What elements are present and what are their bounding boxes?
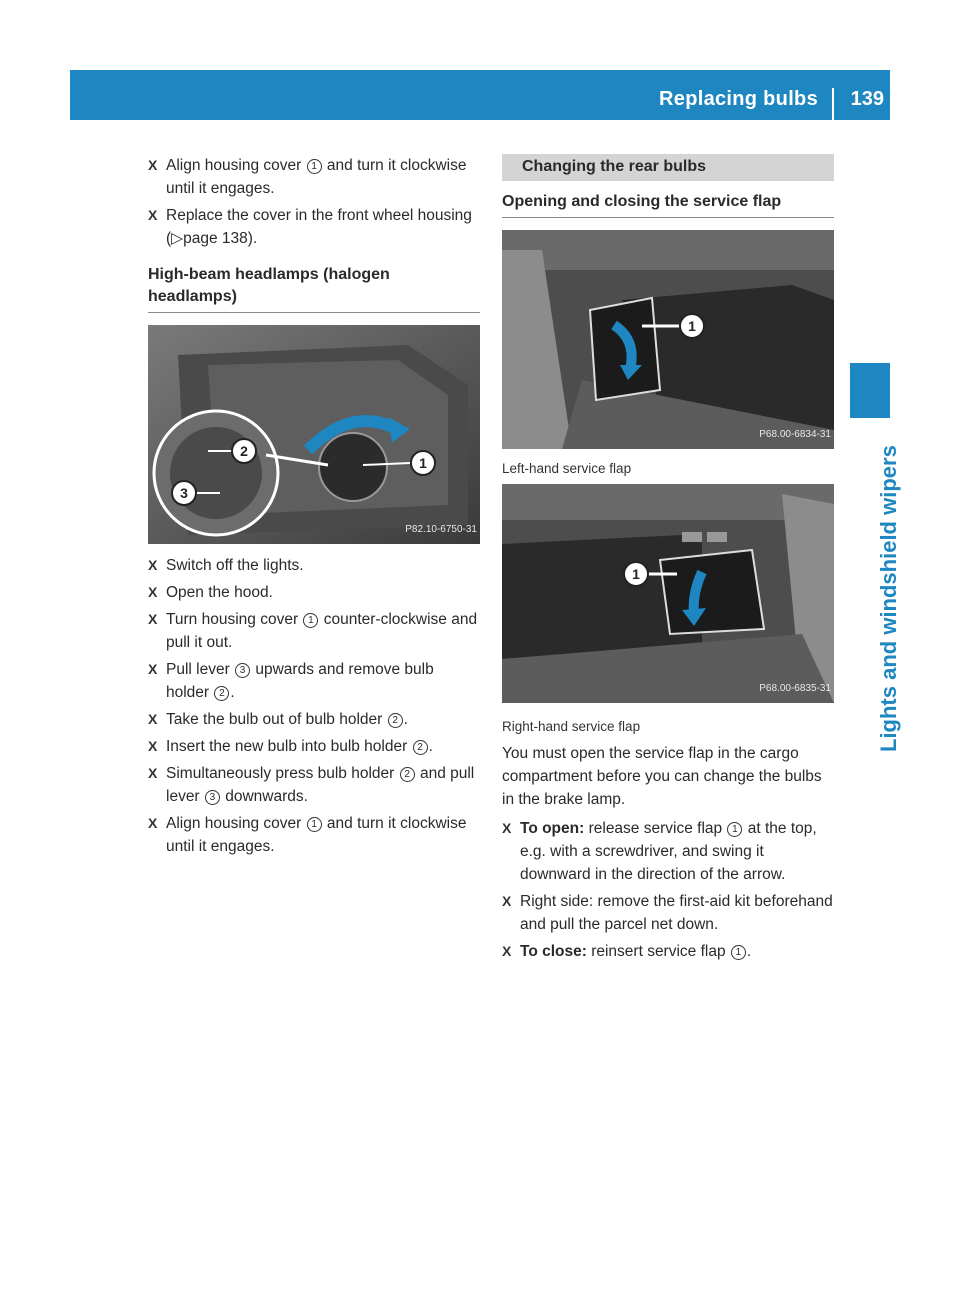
right-column xyxy=(502,154,834,967)
header-divider xyxy=(832,88,834,120)
callout-1: 1 xyxy=(632,566,640,582)
step-marker-icon: X xyxy=(502,943,512,959)
header-bar xyxy=(70,70,890,120)
callout-ref: 2 xyxy=(214,686,229,701)
instruction-step: X Insert the new bulb into bulb holder 2 . xyxy=(148,735,480,758)
callout-2: 2 xyxy=(240,443,248,459)
right-service-flap-figure xyxy=(502,484,834,703)
figure-caption: Left-hand service flap xyxy=(502,461,632,476)
left-service-flap-figure xyxy=(502,230,834,449)
callout-1: 1 xyxy=(419,455,427,471)
step-marker-icon: X xyxy=(148,557,158,573)
chapter-label xyxy=(840,430,900,760)
callout-ref: 2 xyxy=(413,740,428,755)
headlamp-figure xyxy=(148,325,480,544)
instruction-step: X Switch off the lights. xyxy=(148,554,480,577)
callout-ref: 1 xyxy=(303,613,318,628)
callout-ref: 3 xyxy=(235,663,250,678)
step-lead: To open: xyxy=(520,820,585,837)
callout-ref: 1 xyxy=(307,817,322,832)
section-band-heading: Changing the rear bulbs xyxy=(502,154,834,181)
callout-1: 1 xyxy=(688,318,696,334)
step-marker-icon: X xyxy=(148,584,158,600)
instruction-step: X Align housing cover 1 and turn it clockwise until it engages. xyxy=(148,812,480,858)
step-marker-icon: X xyxy=(502,820,512,836)
page-ref-link[interactable]: page 138). xyxy=(183,230,258,247)
instruction-step: X Take the bulb out of bulb holder 2 . xyxy=(148,708,480,731)
step-marker-icon: X xyxy=(148,815,158,831)
page-number: 139 xyxy=(850,88,884,110)
step-marker-icon: X xyxy=(148,711,158,727)
left-flap-illustration xyxy=(502,230,834,449)
instruction-step: X To close: reinsert service flap 1 . xyxy=(502,940,834,963)
left-column xyxy=(148,154,480,862)
page-ref-icon: ▷ xyxy=(171,230,184,247)
instruction-step: X Right side: remove the first-aid kit beforehand and pull the parcel net down. xyxy=(502,890,834,936)
step-marker-icon: X xyxy=(148,765,158,781)
subsection-heading: Opening and closing the service flap xyxy=(502,191,834,218)
right-flap-illustration xyxy=(502,484,834,703)
step-marker-icon: X xyxy=(148,207,158,223)
figure-code: P82.10-6750-31 xyxy=(405,524,477,535)
callout-ref: 2 xyxy=(400,767,415,782)
callout-ref: 1 xyxy=(307,159,322,174)
step-marker-icon: X xyxy=(148,738,158,754)
chapter-tab xyxy=(850,363,890,418)
callout-ref: 1 xyxy=(727,822,742,837)
instruction-step: X To open: release service flap 1 at the top, e.g. with a screwdriver, and swing it downward in the direction of the arrow. xyxy=(502,817,834,886)
figure-caption: Right-hand service flap xyxy=(502,719,641,734)
step-lead: To close: xyxy=(520,943,587,960)
callout-ref: 2 xyxy=(388,713,403,728)
figure-code: P68.00-6835-31 xyxy=(759,683,831,694)
callout-ref: 3 xyxy=(205,790,220,805)
section-title: Replacing bulbs xyxy=(659,88,818,110)
intro-paragraph: You must open the service flap in the cargo compartment before you can change the bulbs in the brake lamp. xyxy=(502,745,822,808)
step-marker-icon: X xyxy=(148,661,158,677)
instruction-step: X Replace the cover in the front wheel housing (▷page 138). xyxy=(148,204,480,250)
instruction-step: X Open the hood. xyxy=(148,581,480,604)
step-marker-icon: X xyxy=(502,893,512,909)
instruction-step: X Pull lever 3 upwards and remove bulb holder 2 . xyxy=(148,658,480,704)
figure-code: P68.00-6834-31 xyxy=(759,429,831,440)
instruction-step: X Simultaneously press bulb holder 2 and pull lever 3 downwards. xyxy=(148,762,480,808)
step-marker-icon: X xyxy=(148,611,158,627)
chapter-label-text: Lights and windshield wipers xyxy=(876,445,901,752)
step-marker-icon: X xyxy=(148,157,158,173)
callout-ref: 1 xyxy=(731,945,746,960)
instruction-step: X Align housing cover 1 and turn it clockwise until it engages. xyxy=(148,154,480,200)
instruction-step: X Turn housing cover 1 counter-clockwise and pull it out. xyxy=(148,608,480,654)
headlamp-illustration xyxy=(148,325,480,544)
callout-3: 3 xyxy=(180,485,188,501)
subsection-heading: High-beam headlamps (halogen headlamps) xyxy=(148,264,480,313)
